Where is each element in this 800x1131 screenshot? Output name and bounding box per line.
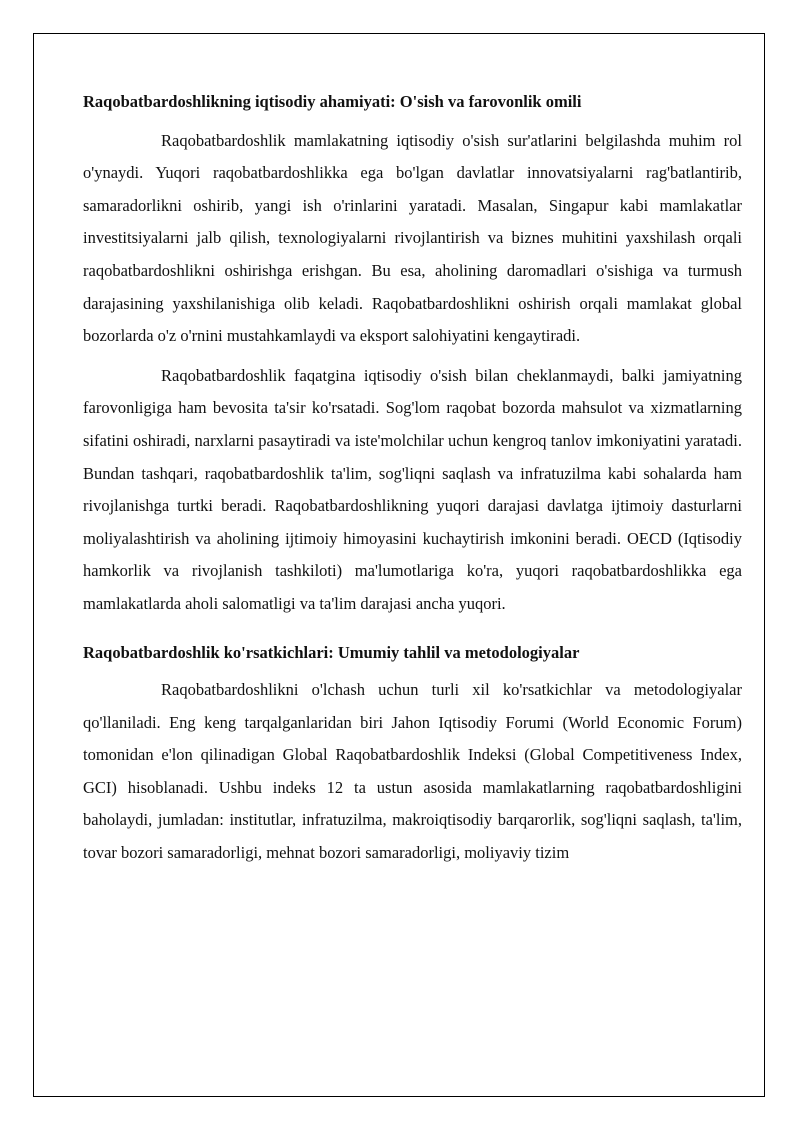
section-heading-economic-importance: Raqobatbardoshlikning iqtisodiy ahamiyati: O'sish va farovonlik omili: [83, 92, 582, 111]
paragraph-welfare: Raqobatbardoshlik faqatgina iqtisodiy o'sish bilan cheklanmaydi, balki jamiyatning farovonligiga ham bevosita ta'sir ko'rsatadi. Sog'lom raqobat bozorda mahsulot va xizmatlarning sifatini oshiradi, narxlarni pasaytiradi va iste'molchilar uchun kengroq tanlov imkoniyatini yaratadi. Bundan tashqari, raqobatbardoshlik ta'lim, sog'liqni saqlash va infratuzilma kabi sohalarda ham rivojlanishga turtki beradi. Raqobatbardoshlikning yuqori darajasi davlatga ijtimoiy dasturlarni moliyalashtirish va aholining ijtimoiy himoyasini kuchaytirish imkonini beradi. OECD (Iqtisodiy hamkorlik va rivojlanish tashkiloti) ma'lumotlariga ko'ra, yuqori raqobatbardoshlikka ega mamlakatlarda aholi salomatligi va ta'lim darajasi ancha yuqori.: [83, 365, 742, 613]
paragraph-indicators: Raqobatbardoshlikni o'lchash uchun turli xil ko'rsatkichlar va metodologiyalar qo'llaniladi. Eng keng tarqalganlaridan biri Jahon Iqtisodiy Forumi (World Economic Forum) tomonidan e'lon qilinadigan Global Raqobatbardoshlik Indeksi (Global Competitiveness Index, GCI) hisoblanadi. Ushbu indeks 12 ta ustun asosida mamlakatlarning raqobatbardoshligini baholaydi, jumladan: institutlar, infratuzilma, makroiqtisodiy barqarorlik, sog'liqni saqlash, ta'lim, tovar bozori samaradorligi, mehnat bozori samaradorligi, moliyaviy tizim: [83, 680, 742, 863]
paragraph-economic-growth: Raqobatbardoshlik mamlakatning iqtisodiy o'sish sur'atlarini belgilashda muhim rol o'ynaydi. Yuqori raqobatbardoshlikka ega bo'lgan davlatlar innovatsiyalarni rag'batlantirib, samaradorlikni oshirib, yangi ish o'rinlarini yaratadi. Masalan, Singapur kabi mamlakatlar investitsiyalarni jalb qilish, texnologiyalarni rivojlantirish va biznes muhitini yaxshilash orqali raqobatbardoshlikni oshirishga erishgan. Bu esa, aholining daromadlari o'sishiga va turmush darajasining yaxshilanishiga olib keladi. Raqobatbardoshlikni oshirish orqali mamlakat global bozorlarda o'z o'rnini mustahkamlaydi va eksport salohiyatini kengaytiradi.: [83, 130, 742, 346]
document-body: [83, 86, 742, 870]
section-heading-indicators: Raqobatbardoshlik ko'rsatkichlari: Umumiy tahlil va metodologiyalar: [83, 642, 580, 662]
